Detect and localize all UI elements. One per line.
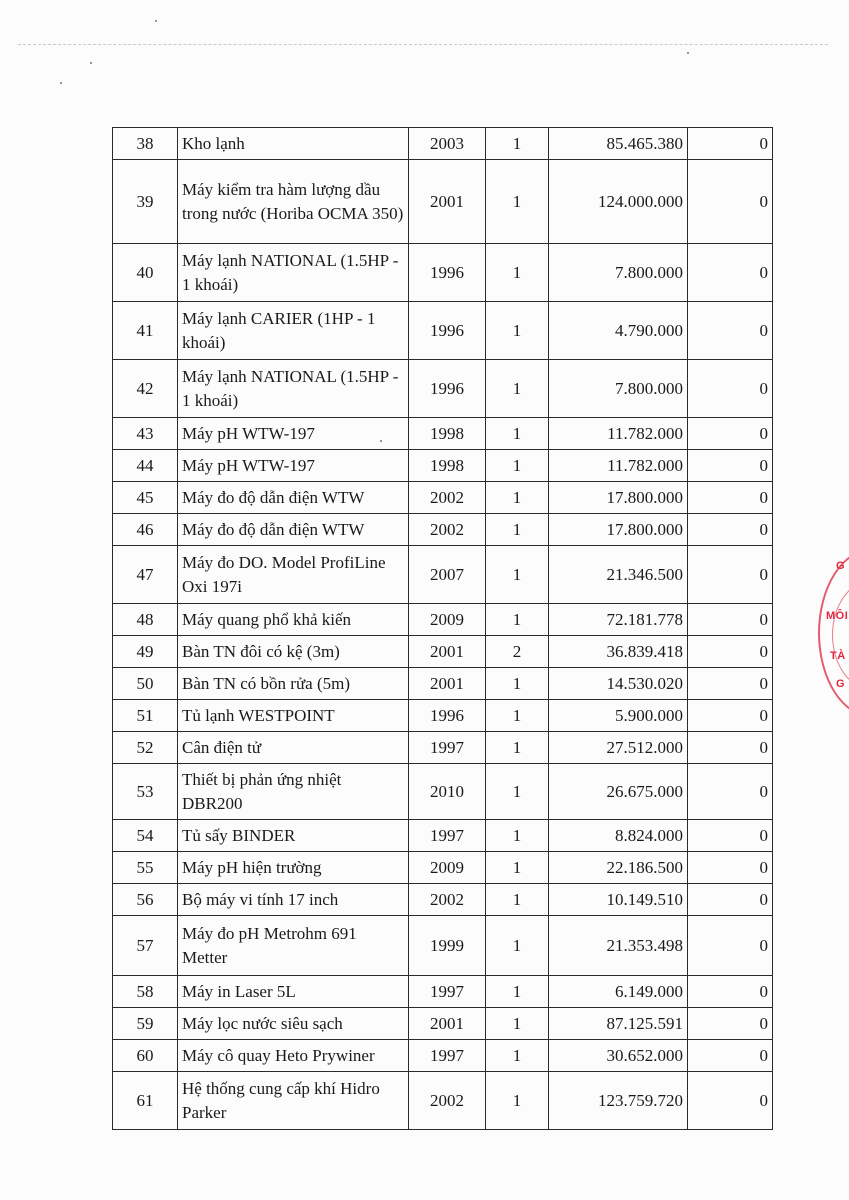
remaining-value-cell: 0 xyxy=(688,916,773,976)
original-value-cell: 4.790.000 xyxy=(549,302,688,360)
table-row xyxy=(113,160,773,244)
table-row xyxy=(113,732,773,764)
year-of-use-cell: 2001 xyxy=(409,160,486,244)
quantity-cell: 1 xyxy=(486,160,549,244)
table-row xyxy=(113,764,773,820)
row-number-cell: 54 xyxy=(113,820,178,852)
stamp-text-low: TÀ xyxy=(830,650,846,662)
quantity-cell: 1 xyxy=(486,732,549,764)
original-value-cell: 11.782.000 xyxy=(549,418,688,450)
row-number-cell: 44 xyxy=(113,450,178,482)
year-of-use-cell: 1996 xyxy=(409,360,486,418)
original-value-cell: 14.530.020 xyxy=(549,668,688,700)
table-row xyxy=(113,546,773,604)
row-number-cell: 56 xyxy=(113,884,178,916)
item-name-cell: Máy quang phổ khả kiến xyxy=(178,604,409,636)
row-number-cell: 55 xyxy=(113,852,178,884)
year-of-use-cell: 2001 xyxy=(409,636,486,668)
remaining-value-cell: 0 xyxy=(688,418,773,450)
table-row xyxy=(113,852,773,884)
row-number-cell: 45 xyxy=(113,482,178,514)
original-value-cell: 22.186.500 xyxy=(549,852,688,884)
year-of-use-cell: 2009 xyxy=(409,852,486,884)
item-name-cell: Máy đo độ dẫn điện WTW xyxy=(178,482,409,514)
table-row xyxy=(113,1008,773,1040)
quantity-cell: 2 xyxy=(486,636,549,668)
row-number-cell: 51 xyxy=(113,700,178,732)
quantity-cell: 1 xyxy=(486,1008,549,1040)
year-of-use-cell: 1997 xyxy=(409,976,486,1008)
row-number-cell: 52 xyxy=(113,732,178,764)
item-name-cell: Máy đo pH Metrohm 691 Metter xyxy=(178,916,409,976)
row-number-cell: 47 xyxy=(113,546,178,604)
year-of-use-cell: 2010 xyxy=(409,764,486,820)
quantity-cell: 1 xyxy=(486,916,549,976)
remaining-value-cell: 0 xyxy=(688,732,773,764)
quantity-cell: 1 xyxy=(486,668,549,700)
item-name-cell: Máy lạnh CARIER (1HP - 1 khoái) xyxy=(178,302,409,360)
quantity-cell: 1 xyxy=(486,482,549,514)
item-name-cell: Bộ máy vi tính 17 inch xyxy=(178,884,409,916)
table-row xyxy=(113,636,773,668)
original-value-cell: 123.759.720 xyxy=(549,1072,688,1130)
remaining-value-cell: 0 xyxy=(688,976,773,1008)
table-row xyxy=(113,820,773,852)
original-value-cell: 5.900.000 xyxy=(549,700,688,732)
year-of-use-cell: 1996 xyxy=(409,302,486,360)
item-name-cell: Máy cô quay Heto Prywiner xyxy=(178,1040,409,1072)
quantity-cell: 1 xyxy=(486,302,549,360)
item-name-cell: Máy lọc nước siêu sạch xyxy=(178,1008,409,1040)
year-of-use-cell: 1997 xyxy=(409,820,486,852)
year-of-use-cell: 2002 xyxy=(409,482,486,514)
remaining-value-cell: 0 xyxy=(688,244,773,302)
stamp-text-mid: MÔI xyxy=(826,610,849,622)
table-row xyxy=(113,302,773,360)
inventory-table xyxy=(112,127,773,1130)
year-of-use-cell: 1997 xyxy=(409,732,486,764)
year-of-use-cell: 1999 xyxy=(409,916,486,976)
table-row xyxy=(113,418,773,450)
quantity-cell: 1 xyxy=(486,852,549,884)
remaining-value-cell: 0 xyxy=(688,514,773,546)
original-value-cell: 124.000.000 xyxy=(549,160,688,244)
original-value-cell: 6.149.000 xyxy=(549,976,688,1008)
quantity-cell: 1 xyxy=(486,128,549,160)
item-name-cell: Máy pH WTW-197 xyxy=(178,450,409,482)
year-of-use-cell: 2001 xyxy=(409,668,486,700)
original-value-cell: 7.800.000 xyxy=(549,360,688,418)
year-of-use-cell: 2003 xyxy=(409,128,486,160)
year-of-use-cell: 1998 xyxy=(409,450,486,482)
quantity-cell: 1 xyxy=(486,700,549,732)
year-of-use-cell: 1996 xyxy=(409,700,486,732)
quantity-cell: 1 xyxy=(486,546,549,604)
table-row xyxy=(113,1040,773,1072)
row-number-cell: 50 xyxy=(113,668,178,700)
quantity-cell: 1 xyxy=(486,764,549,820)
table-row xyxy=(113,700,773,732)
item-name-cell: Máy pH hiện trường xyxy=(178,852,409,884)
table-row xyxy=(113,514,773,546)
quantity-cell: 1 xyxy=(486,1040,549,1072)
year-of-use-cell: 1996 xyxy=(409,244,486,302)
remaining-value-cell: 0 xyxy=(688,1008,773,1040)
row-number-cell: 46 xyxy=(113,514,178,546)
original-value-cell: 7.800.000 xyxy=(549,244,688,302)
original-value-cell: 87.125.591 xyxy=(549,1008,688,1040)
quantity-cell: 1 xyxy=(486,514,549,546)
row-number-cell: 58 xyxy=(113,976,178,1008)
quantity-cell: 1 xyxy=(486,360,549,418)
original-value-cell: 11.782.000 xyxy=(549,450,688,482)
row-number-cell: 57 xyxy=(113,916,178,976)
quantity-cell: 1 xyxy=(486,1072,549,1130)
remaining-value-cell: 0 xyxy=(688,482,773,514)
row-number-cell: 49 xyxy=(113,636,178,668)
remaining-value-cell: 0 xyxy=(688,636,773,668)
item-name-cell: Cân điện tử xyxy=(178,732,409,764)
original-value-cell: 26.675.000 xyxy=(549,764,688,820)
original-value-cell: 21.346.500 xyxy=(549,546,688,604)
remaining-value-cell: 0 xyxy=(688,546,773,604)
table-row xyxy=(113,482,773,514)
scan-speck xyxy=(60,82,62,84)
table-row xyxy=(113,450,773,482)
row-number-cell: 43 xyxy=(113,418,178,450)
remaining-value-cell: 0 xyxy=(688,160,773,244)
stamp-text-top: G xyxy=(836,560,846,572)
row-number-cell: 42 xyxy=(113,360,178,418)
scan-speck xyxy=(155,20,157,22)
table-row xyxy=(113,128,773,160)
row-number-cell: 53 xyxy=(113,764,178,820)
table-row xyxy=(113,668,773,700)
item-name-cell: Máy lạnh NATIONAL (1.5HP - 1 khoái) xyxy=(178,244,409,302)
scan-speck xyxy=(90,62,92,64)
remaining-value-cell: 0 xyxy=(688,852,773,884)
item-name-cell: Tủ lạnh WESTPOINT xyxy=(178,700,409,732)
row-number-cell: 61 xyxy=(113,1072,178,1130)
remaining-value-cell: 0 xyxy=(688,668,773,700)
original-value-cell: 30.652.000 xyxy=(549,1040,688,1072)
item-name-cell: Bàn TN có bồn rửa (5m) xyxy=(178,668,409,700)
item-name-cell: Hệ thống cung cấp khí Hidro Parker xyxy=(178,1072,409,1130)
year-of-use-cell: 2007 xyxy=(409,546,486,604)
remaining-value-cell: 0 xyxy=(688,764,773,820)
item-name-cell: Máy đo độ dẫn điện WTW xyxy=(178,514,409,546)
table-row xyxy=(113,884,773,916)
year-of-use-cell: 2002 xyxy=(409,1072,486,1130)
quantity-cell: 1 xyxy=(486,820,549,852)
table-row xyxy=(113,604,773,636)
year-of-use-cell: 2002 xyxy=(409,884,486,916)
year-of-use-cell: 2009 xyxy=(409,604,486,636)
table-row xyxy=(113,1072,773,1130)
table-row xyxy=(113,916,773,976)
item-name-cell: Máy pH WTW-197 xyxy=(178,418,409,450)
original-value-cell: 85.465.380 xyxy=(549,128,688,160)
row-number-cell: 38 xyxy=(113,128,178,160)
item-name-cell: Máy đo DO. Model ProfiLine Oxi 197i xyxy=(178,546,409,604)
item-name-cell: Máy in Laser 5L xyxy=(178,976,409,1008)
remaining-value-cell: 0 xyxy=(688,820,773,852)
remaining-value-cell: 0 xyxy=(688,450,773,482)
row-number-cell: 41 xyxy=(113,302,178,360)
remaining-value-cell: 0 xyxy=(688,360,773,418)
row-number-cell: 59 xyxy=(113,1008,178,1040)
remaining-value-cell: 0 xyxy=(688,1072,773,1130)
row-number-cell: 48 xyxy=(113,604,178,636)
table-row xyxy=(113,244,773,302)
quantity-cell: 1 xyxy=(486,418,549,450)
original-value-cell: 72.181.778 xyxy=(549,604,688,636)
year-of-use-cell: 2002 xyxy=(409,514,486,546)
original-value-cell: 8.824.000 xyxy=(549,820,688,852)
table-row xyxy=(113,976,773,1008)
item-name-cell: Kho lạnh xyxy=(178,128,409,160)
stamp-text-bottom: G xyxy=(836,678,846,690)
remaining-value-cell: 0 xyxy=(688,604,773,636)
scan-artifact-line xyxy=(18,44,828,45)
year-of-use-cell: 1997 xyxy=(409,1040,486,1072)
original-value-cell: 36.839.418 xyxy=(549,636,688,668)
quantity-cell: 1 xyxy=(486,976,549,1008)
item-name-cell: Tủ sấy BINDER xyxy=(178,820,409,852)
original-value-cell: 17.800.000 xyxy=(549,482,688,514)
original-value-cell: 21.353.498 xyxy=(549,916,688,976)
row-number-cell: 39 xyxy=(113,160,178,244)
quantity-cell: 1 xyxy=(486,450,549,482)
original-value-cell: 10.149.510 xyxy=(549,884,688,916)
inventory-table-body xyxy=(113,128,773,1130)
quantity-cell: 1 xyxy=(486,244,549,302)
original-value-cell: 27.512.000 xyxy=(549,732,688,764)
remaining-value-cell: 0 xyxy=(688,128,773,160)
quantity-cell: 1 xyxy=(486,884,549,916)
table-row xyxy=(113,360,773,418)
remaining-value-cell: 0 xyxy=(688,884,773,916)
remaining-value-cell: 0 xyxy=(688,302,773,360)
scan-speck xyxy=(687,52,689,54)
item-name-cell: Máy lạnh NATIONAL (1.5HP - 1 khoái) xyxy=(178,360,409,418)
item-name-cell: Thiết bị phản ứng nhiệt DBR200 xyxy=(178,764,409,820)
remaining-value-cell: 0 xyxy=(688,1040,773,1072)
item-name-cell: Máy kiểm tra hàm lượng dầu trong nước (Horiba OCMA 350) xyxy=(178,160,409,244)
row-number-cell: 40 xyxy=(113,244,178,302)
remaining-value-cell: 0 xyxy=(688,700,773,732)
quantity-cell: 1 xyxy=(486,604,549,636)
year-of-use-cell: 2001 xyxy=(409,1008,486,1040)
item-name-cell: Bàn TN đôi có kệ (3m) xyxy=(178,636,409,668)
original-value-cell: 17.800.000 xyxy=(549,514,688,546)
year-of-use-cell: 1998 xyxy=(409,418,486,450)
row-number-cell: 60 xyxy=(113,1040,178,1072)
